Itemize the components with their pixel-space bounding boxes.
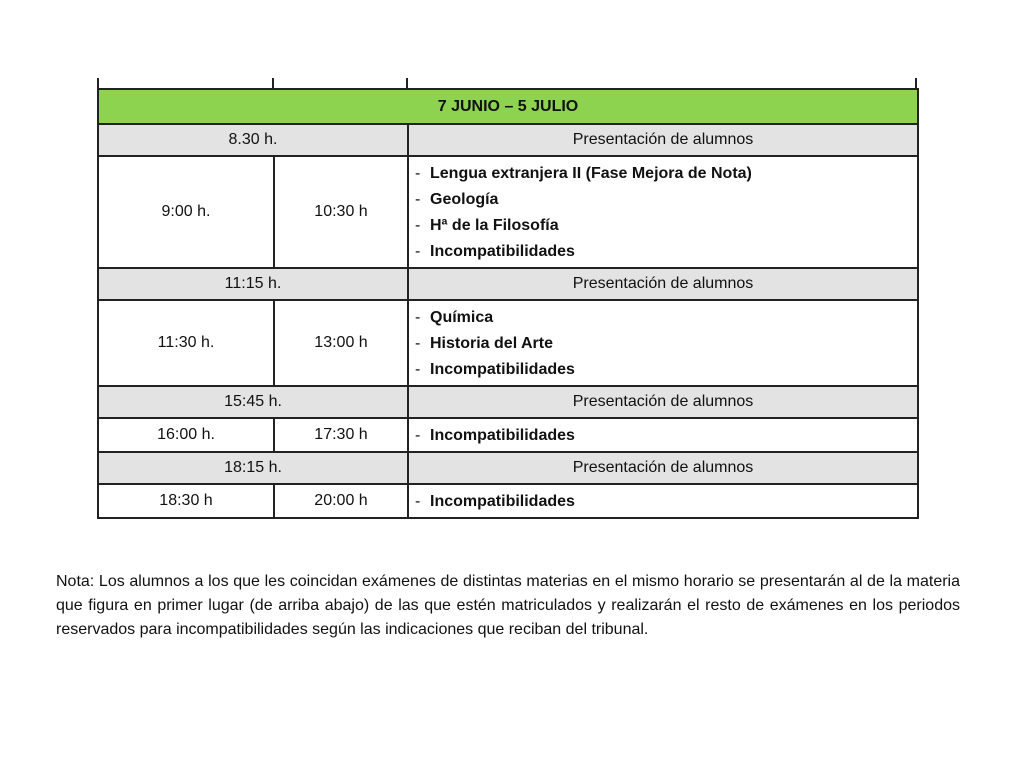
subject-item: [415, 489, 917, 515]
exam-subjects: [408, 156, 918, 268]
exam-row: [98, 484, 918, 518]
presentation-label: Presentación de alumnos: [408, 386, 918, 418]
presentation-time: 15:45 h.: [98, 386, 408, 418]
subject-name: Incompatibilidades: [430, 361, 575, 378]
note-paragraph: Nota: Los alumnos a los que les coincidan exámenes de distintas materias en el mismo horario se presentarán al de la materia que figura en primer lugar (de arriba abajo) de las que estén matriculados y realizarán el resto de exámenes en los periodos reservados para incompatibilidades según las indicaciones que reciban del tribunal.: [56, 573, 960, 638]
subject-name: Hª de la Filosofía: [430, 217, 559, 234]
bullet-dash: -: [415, 361, 421, 378]
subject-item: [415, 161, 917, 187]
subject-item: [415, 187, 917, 213]
exam-subjects: [408, 300, 918, 386]
subject-name: Química: [430, 309, 494, 326]
presentation-time: 11:15 h.: [98, 268, 408, 300]
bullet-dash: -: [415, 309, 421, 326]
subject-item: [415, 423, 917, 449]
subject-item: [415, 331, 917, 357]
presentation-row: [98, 452, 918, 484]
date-range-title: 7 JUNIO – 5 JULIO: [98, 89, 918, 124]
presentation-row: [98, 124, 918, 156]
exam-end-time: 10:30 h: [274, 156, 408, 268]
exam-start-time: 11:30 h.: [98, 300, 274, 386]
subject-name: Lengua extranjera II (Fase Mejora de Nota): [430, 165, 752, 182]
subject-name: Incompatibilidades: [430, 493, 575, 510]
stub-line-right: [406, 78, 408, 88]
exam-subjects: [408, 418, 918, 452]
exam-row: [98, 300, 918, 386]
exam-start-time: 9:00 h.: [98, 156, 274, 268]
subject-item: [415, 305, 917, 331]
exam-start-time: 18:30 h: [98, 484, 274, 518]
subject-list: [415, 305, 917, 383]
stub-line-end: [915, 78, 917, 88]
bullet-dash: -: [415, 191, 421, 208]
presentation-label: Presentación de alumnos: [408, 124, 918, 156]
subject-item: [415, 213, 917, 239]
exam-schedule-table: [97, 88, 919, 519]
header-row: [98, 89, 918, 124]
exam-subjects: [408, 484, 918, 518]
exam-row: [98, 156, 918, 268]
subject-name: Geología: [430, 191, 499, 208]
subject-list: [415, 489, 917, 515]
stub-line-middle: [272, 78, 274, 88]
table-top-stub: [97, 78, 917, 88]
stub-line-left: [97, 78, 99, 88]
exam-start-time: 16:00 h.: [98, 418, 274, 452]
subject-list: [415, 423, 917, 449]
exam-end-time: 20:00 h: [274, 484, 408, 518]
subject-item: [415, 357, 917, 383]
presentation-label: Presentación de alumnos: [408, 268, 918, 300]
presentation-time: 18:15 h.: [98, 452, 408, 484]
subject-name: Incompatibilidades: [430, 243, 575, 260]
subject-item: [415, 239, 917, 265]
schedule-body: [98, 89, 918, 518]
exam-row: [98, 418, 918, 452]
subject-name: Historia del Arte: [430, 335, 553, 352]
bullet-dash: -: [415, 165, 421, 182]
exam-end-time: 13:00 h: [274, 300, 408, 386]
bullet-dash: -: [415, 217, 421, 234]
subject-name: Incompatibilidades: [430, 427, 575, 444]
bullet-dash: -: [415, 243, 421, 260]
bullet-dash: -: [415, 335, 421, 352]
bullet-dash: -: [415, 493, 421, 510]
subject-list: [415, 161, 917, 265]
presentation-time: 8.30 h.: [98, 124, 408, 156]
exam-end-time: 17:30 h: [274, 418, 408, 452]
presentation-row: [98, 268, 918, 300]
presentation-label: Presentación de alumnos: [408, 452, 918, 484]
presentation-row: [98, 386, 918, 418]
bullet-dash: -: [415, 427, 421, 444]
